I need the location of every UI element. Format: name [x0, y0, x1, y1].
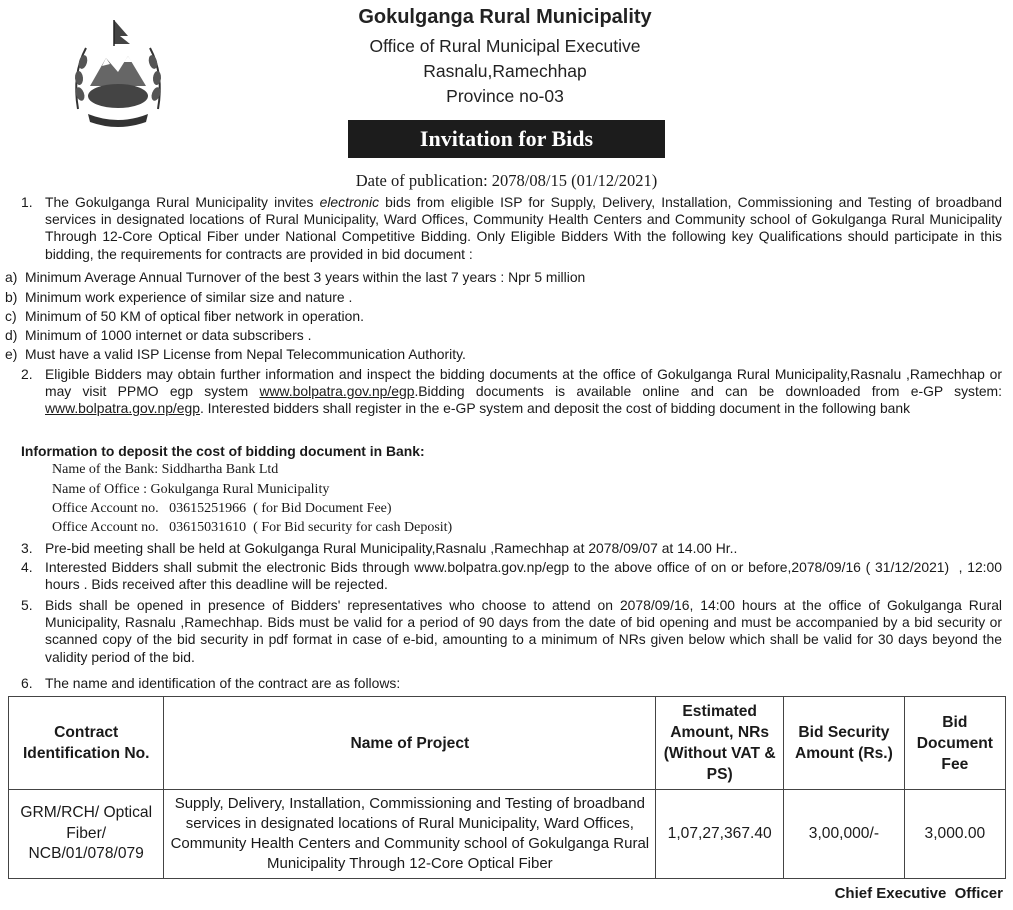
notice-title-banner: Invitation for Bids [348, 120, 665, 158]
bank-info-heading: Information to deposit the cost of bidding document in Bank: [21, 443, 425, 459]
municipality-name: Gokulganga Rural Municipality [358, 6, 652, 28]
clause-1-text: The Gokulganga Rural Municipality invites electronic bids from eligible ISP for Supply, Delivery, Installation, Commissioning and Testing of broadband services in designated locations of Rural Municipality, Ward Offices, Community Health Centers and Community school of Gokulganga Rural Municipality Through 12-Core Optical Fiber under National Competitive Bidding. Only Eligible Bidders With the following key Qualifications should participate in this bidding, the requirements for contracts are provided in bid document : [45, 194, 1002, 262]
qualification-item: Minimum of 1000 internet or data subscribers . [25, 327, 312, 343]
clause-6-text: The name and identification of the contract are as follows: [45, 675, 401, 691]
qualification-letter: b) [5, 289, 18, 305]
clause-number: 3. [21, 540, 33, 556]
table-header-row [9, 697, 1006, 790]
office-address: Rasnalu,Ramechhap [423, 61, 587, 81]
qualification-letter: a) [5, 269, 18, 285]
col-header-estimated-amount: Estimated Amount, NRs (Without VAT & PS) [656, 697, 784, 790]
province-name: Province no-03 [446, 86, 564, 106]
qualification-letter: c) [5, 308, 17, 324]
col-header-project-name: Name of Project [164, 697, 656, 790]
account-fee-line: Office Account no. 03615251966 ( for Bid Document Fee) [52, 501, 392, 516]
egp-link[interactable]: www.bolpatra.gov.np/egp [259, 383, 415, 400]
clause-5-text: Bids shall be opened in presence of Bidders' representatives who choose to attend on 2078/09/16, 14:00 hours at the office of Gokulganga Rural Municipality, Rasnalu ,Ramechhap. Bids must be valid for a period of 90 days from the date of bid opening and must be accompanied by a bid security or scanned copy of the bid security in pdf format in case of e-bid, amounting to a minimum of NRs given below which shall be valid for 30 days beyond the validity period of the bid. [45, 597, 1002, 665]
cell-project-name: Supply, Delivery, Installation, Commissioning and Testing of broadband services in designated locations of Rural Municipality, Ward Offices, Community Health Centers and Community school of Gokulganga Rural Municipality Through 12-Core Optical Fiber [164, 790, 656, 879]
col-header-document-fee: Bid Document Fee [904, 697, 1005, 790]
egp-link[interactable]: www.bolpatra.gov.np/egp [45, 400, 200, 417]
clause-number: 5. [21, 597, 33, 613]
col-header-contract-id: Contract Identification No. [9, 697, 164, 790]
clause-number: 2. [21, 366, 33, 382]
clause-number: 1. [21, 194, 33, 210]
cell-estimated-amount: 1,07,27,367.40 [656, 790, 784, 879]
qualification-item: Minimum Average Annual Turnover of the best 3 years within the last 7 years : Npr 5 million [25, 269, 586, 285]
qualification-item: Minimum work experience of similar size and nature . [25, 289, 353, 305]
cell-contract-id: GRM/RCH/ Optical Fiber/ NCB/01/078/079 [9, 790, 164, 879]
office-name-line: Name of Office : Gokulganga Rural Municipality [52, 482, 330, 497]
qualification-item: Minimum of 50 KM of optical fiber network in operation. [25, 308, 364, 324]
cell-bid-security: 3,00,000/- [784, 790, 905, 879]
publication-date: Date of publication: 2078/08/15 (01/12/2021) [355, 171, 658, 190]
signatory-title: Chief Executive Officer [834, 885, 1003, 902]
clause-4-text: Interested Bidders shall submit the electronic Bids through www.bolpatra.gov.np/egp to the above office of on or before,2078/09/16 ( 31/12/2021) , 12:00 hours . Bids received after this deadline will be rejected. [45, 559, 1006, 593]
cell-document-fee: 3,000.00 [904, 790, 1005, 879]
contract-table [8, 696, 1006, 879]
table-row [9, 790, 1006, 879]
qualification-letter: e) [5, 346, 18, 362]
office-name: Office of Rural Municipal Executive [369, 36, 641, 56]
emphasis-text: electronic [319, 194, 380, 210]
qualification-item: Must have a valid ISP License from Nepal Telecommunication Authority. [25, 346, 466, 362]
clause-2-text: Eligible Bidders may obtain further information and inspect the bidding documents at the office of Gokulganga Rural Municipality,Rasnalu ,Ramechhap or may visit PPMO egp system www.bolpatra.gov.np/egp.Bidding documents is available online and can be downloaded from e-GP system: www.bolpatra.gov.np/egp. Interested bidders shall register in the e-GP system and deposit the cost of bidding document in the following bank [45, 366, 1002, 417]
col-header-bid-security: Bid Security Amount (Rs.) [784, 697, 905, 790]
clause-3-text: Pre-bid meeting shall be held at Gokulganga Rural Municipality,Rasnalu ,Ramechhap at 2078/09/07 at 14.00 Hr.. [45, 540, 738, 556]
bank-name-line: Name of the Bank: Siddhartha Bank Ltd [52, 462, 279, 477]
clause-number: 4. [21, 559, 33, 575]
nepal-emblem-icon [68, 14, 168, 138]
qualification-letter: d) [5, 327, 18, 343]
account-security-line: Office Account no. 03615031610 ( For Bid security for cash Deposit) [52, 520, 453, 535]
clause-number: 6. [21, 675, 33, 691]
